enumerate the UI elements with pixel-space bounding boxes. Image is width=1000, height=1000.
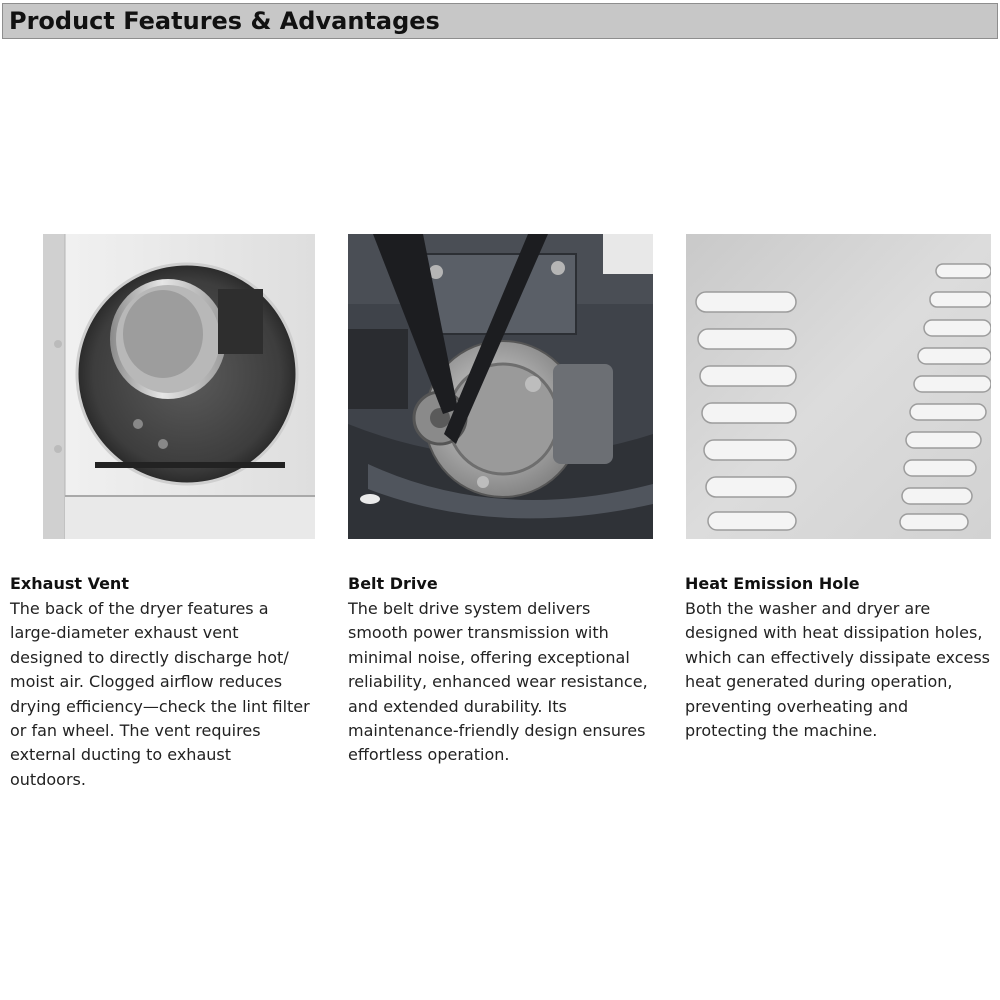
feature-description-line: minimal noise, offering exceptional: [348, 647, 630, 667]
section-header-bar: [2, 3, 998, 39]
feature-description-line: large-diameter exhaust vent: [10, 623, 239, 643]
section-title: Product Features & Advantages: [9, 7, 440, 35]
feature-belt-drive: [348, 573, 668, 768]
feature-description: [10, 597, 330, 792]
feature-description-line: preventing overheating and: [685, 696, 909, 716]
feature-description-line: moist air. Clogged airflow reduces: [10, 672, 283, 692]
feature-title: Exhaust Vent: [10, 574, 129, 593]
feature-description-line: heat generated during operation,: [685, 672, 953, 692]
feature-description-line: The back of the dryer features a: [10, 599, 269, 618]
feature-description-line: protecting the machine.: [685, 721, 878, 741]
feature-description-line: Both the washer and dryer are: [685, 599, 931, 618]
feature-title: Heat Emission Hole: [685, 574, 860, 593]
feature-description-line: external ducting to exhaust: [10, 745, 231, 765]
feature-description-line: drying efficiency—check the lint filter: [10, 696, 310, 716]
feature-description-line: designed with heat dissipation holes,: [685, 623, 983, 643]
feature-description: [685, 597, 1000, 743]
feature-description: [348, 597, 668, 768]
feature-description-line: outdoors.: [10, 769, 86, 789]
feature-title: Belt Drive: [348, 574, 438, 593]
heat-emission-hole-photo: [686, 234, 991, 539]
feature-description-line: The belt drive system delivers: [348, 599, 591, 618]
feature-description-line: which can effectively dissipate excess: [685, 647, 991, 667]
feature-exhaust-vent: [10, 573, 330, 792]
feature-description-line: and extended durability. Its: [348, 696, 567, 716]
feature-heat-emission-hole: [685, 573, 1000, 743]
belt-drive-photo: [348, 234, 653, 539]
feature-description-line: reliability, enhanced wear resistance,: [348, 672, 648, 692]
feature-description-line: smooth power transmission with: [348, 623, 609, 643]
exhaust-vent-photo: [43, 234, 315, 539]
feature-description-line: maintenance-friendly design ensures: [348, 721, 646, 741]
feature-description-line: designed to directly discharge hot/: [10, 647, 289, 667]
feature-description-line: or fan wheel. The vent requires: [10, 721, 261, 741]
feature-description-line: effortless operation.: [348, 745, 510, 765]
